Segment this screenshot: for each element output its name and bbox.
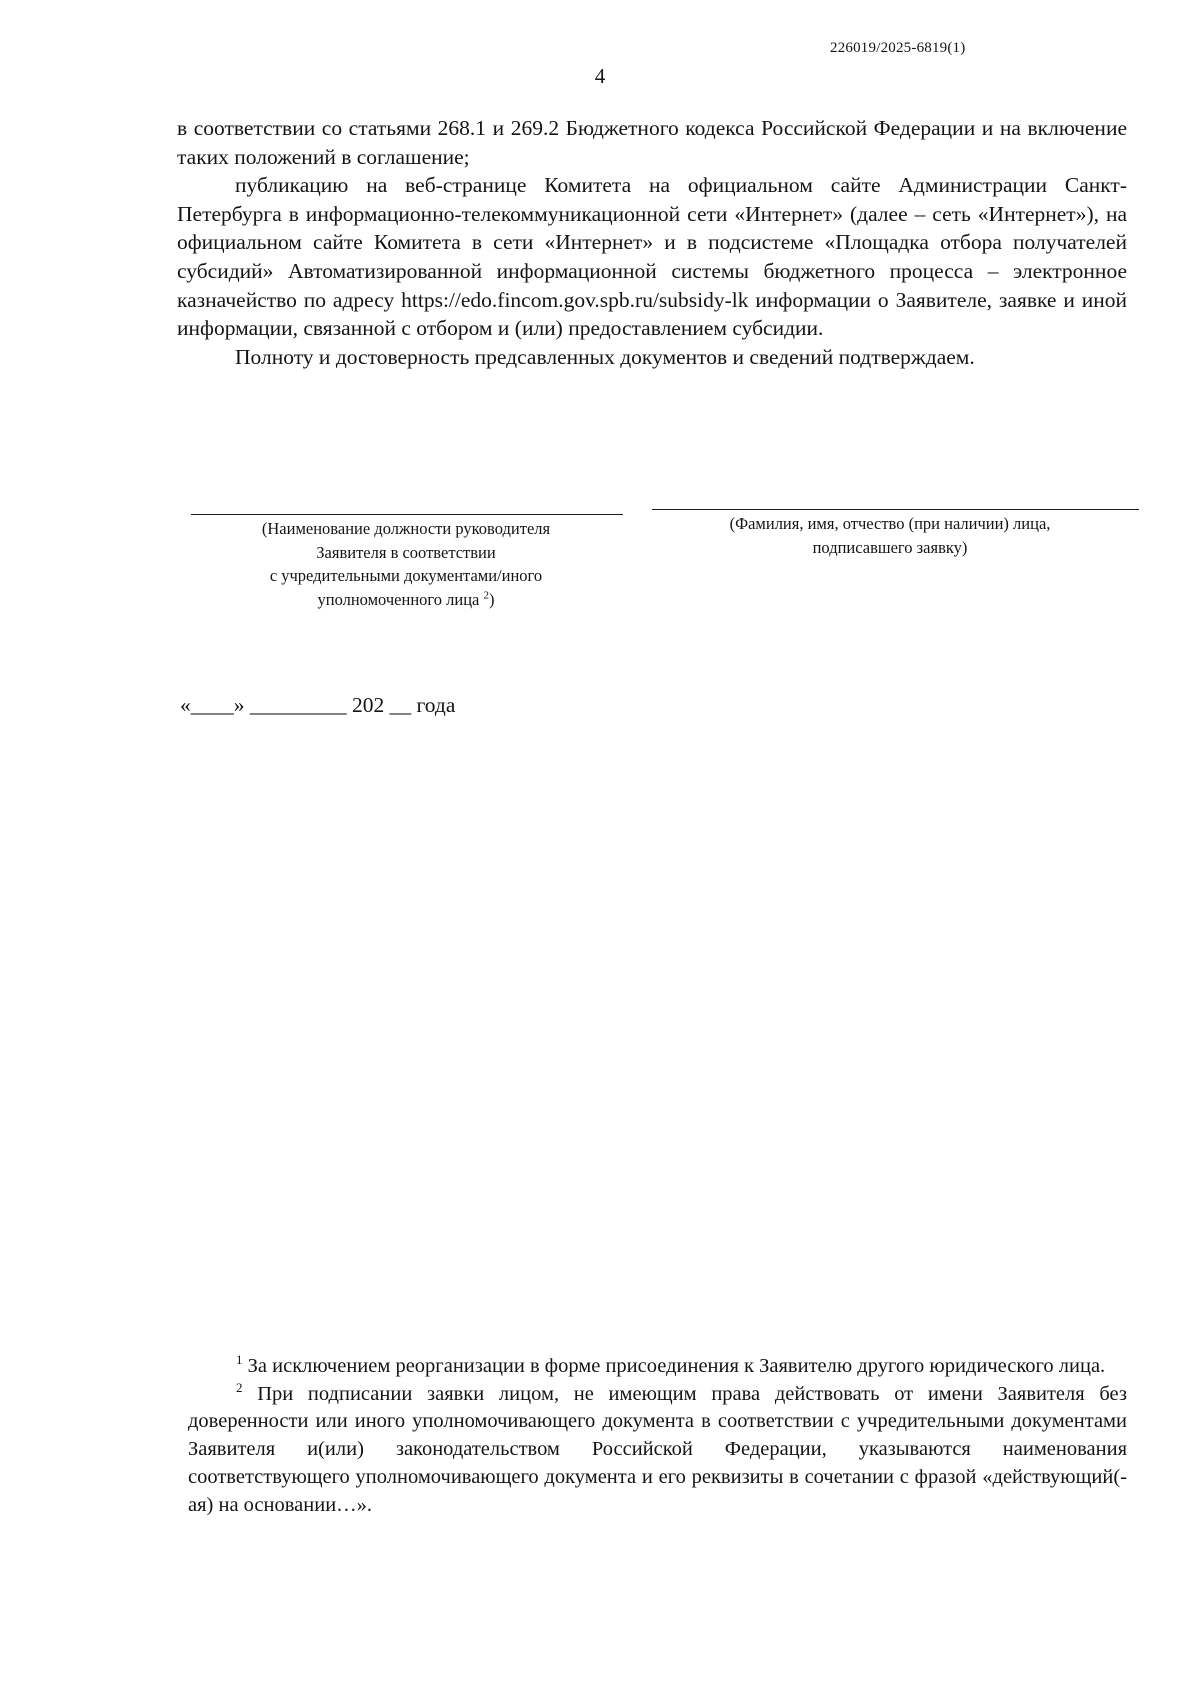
signature-line-position: [191, 514, 623, 515]
footnote-1: [188, 1353, 1127, 1381]
footnotes: [188, 1353, 1127, 1519]
document-id: 226019/2025-6819(1): [830, 40, 966, 56]
document-body: [177, 114, 1127, 371]
caption-line: с учредительными документами/иного: [269, 566, 543, 585]
caption-line: (Наименование должности руководителя: [261, 519, 551, 538]
body-paragraph-2: публикацию на веб-странице Комитета на официальном сайте Администрации Санкт-Петербурга в информационно-телекоммуникационной сети «Интернет» (далее – сеть «Интернет»), на официальном сайте Комитета в сети «Интернет» и в подсистеме «Площадка отбора получателей субсидий» Автоматизированной информационной системы бюджетного процесса – электронное казначейство по адресу https://edo.fincom.gov.spb.ru/subsidy-lk информации о Заявителе, заявке и иной информации, связанной с отбором и (или) предоставлением субсидии.: [177, 173, 1127, 341]
body-paragraph-3: Полноту и достоверность предсавленных документов и сведений подтверждаем.: [235, 344, 975, 369]
signature-caption-name: [660, 512, 1120, 559]
footnote-mark: 2: [236, 1379, 243, 1395]
signature-caption-position: [180, 517, 632, 611]
caption-line: Заявителя в соответствии: [316, 542, 496, 562]
signature-line-name: [652, 509, 1139, 510]
caption-line: подписавшего заявку): [812, 537, 968, 557]
caption-paren: ): [488, 589, 495, 609]
page-number: 4: [594, 64, 606, 88]
caption-line: (Фамилия, имя, отчество (при наличии) лица,: [729, 514, 1051, 533]
caption-line: [180, 588, 632, 612]
footnote-reference: 2: [483, 589, 489, 601]
caption-text: уполномоченного лица: [317, 589, 480, 609]
date-line: «____» _________ 202 __ года: [180, 693, 456, 717]
body-paragraph-1: в соответствии со статьями 268.1 и 269.2 Бюджетного кодекса Российской Федерации и на включение таких положений в соглашение;: [177, 116, 1127, 169]
footnote-2: [188, 1381, 1127, 1520]
footnote-mark: 1: [236, 1352, 243, 1368]
footnote-text: За исключением реорганизации в форме присоединения к Заявителю другого юридического лица.: [247, 1355, 1106, 1377]
footnote-text: При подписании заявки лицом, не имеющим права действовать от имени Заявителя без доверенности или иного уполномочивающего документа в соответствии с учредительными документами Заявителя и(или) законодательством Российской Федерации, указываются наименования соответствующего уполномочивающего документа и его реквизиты в сочетании с фразой «действующий(-ая) на основании…».: [188, 1382, 1127, 1516]
